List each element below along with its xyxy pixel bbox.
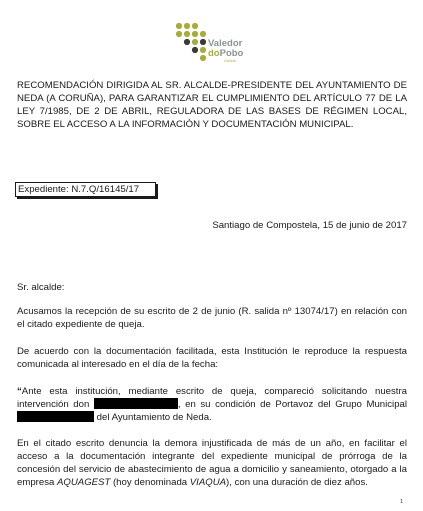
company-name: AQUAGEST xyxy=(57,477,111,488)
logo-text-galicia: Galicia xyxy=(224,59,236,63)
logo-dots-icon xyxy=(175,22,207,62)
complaint-text-2: , en su condición de Portavoz del Grupo Municipal xyxy=(177,399,407,410)
paragraph-quoted-complaint xyxy=(17,385,407,424)
greeting: Sr. alcalde: xyxy=(17,282,65,293)
paragraph-complaint-details xyxy=(17,437,407,489)
details-text-2: (hoy denominada xyxy=(110,477,190,488)
logo-text-pobo: Pobo xyxy=(219,48,244,59)
redacted-group xyxy=(17,411,94,422)
details-text-1: En el citado escrito denuncia la demora injustificada de más de un año, en facilitar el acceso a la documentación integrante del expediente municipal de prórroga de la concesión del servicio de abastecimiento de agua a domicilio y saneamiento, otorgado a la empresa xyxy=(17,438,407,488)
document-heading: RECOMENDACIÓN DIRIGIDA AL SR. ALCALDE-PRESIDENTE DEL AYUNTAMIENTO DE NEDA (A CORUÑA), PARA GARANTIZAR EL CUMPLIMIENTO DEL ARTÍCULO 77 DE LA LEY 7/1985, DE 2 DE ABRIL, REGULADORA DE LAS BASES DE RÉGIMEN LOCAL, SOBRE EL ACCESO A LA INFORMACIÓN Y DOCUMENTACIÓN MUNICIPAL. xyxy=(17,80,407,130)
complaint-text-1: Ante esta institución, mediante escrito de queja, compareció solicitando nuestra intervención don xyxy=(17,386,407,410)
paragraph-acknowledgement: Acusamos la recepción de su escrito de 2 de junio (R. salida nº 13074/17) en relación con el citado expediente de queja. xyxy=(17,306,407,330)
logo-text-do: do xyxy=(208,48,220,59)
logo-text-do-pobo xyxy=(208,48,243,59)
details-text-3: ), con una duración de diez años. xyxy=(226,477,368,488)
expediente-box: Expediente: N.7.Q/16145/17 xyxy=(15,182,156,197)
open-quote: “ xyxy=(17,386,22,397)
logo-text-valedor: Valedor xyxy=(208,38,243,49)
company-new-name: VIAQUA xyxy=(189,477,227,488)
page-number: 1 xyxy=(400,499,404,505)
redacted-name xyxy=(94,398,178,409)
complaint-text-3: del Ayuntamiento de Neda. xyxy=(94,412,212,423)
paragraph-documentation: De acuerdo con la documentación facilitada, esta Institución le reproduce la respuesta comunicada al interesado en el día de la fecha: xyxy=(17,346,407,370)
document-date: Santiago de Compostela, 15 de junio de 2017 xyxy=(212,220,407,231)
valedor-do-pobo-logo xyxy=(175,22,255,64)
